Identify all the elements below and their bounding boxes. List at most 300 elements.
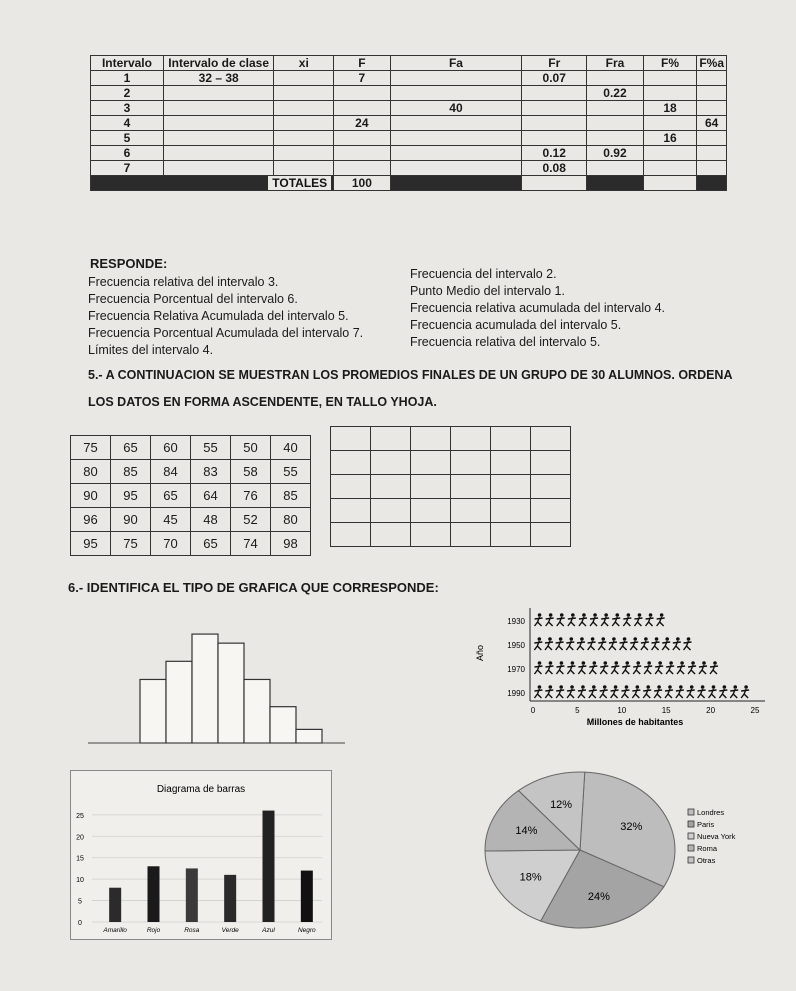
runner-icon [600, 689, 608, 698]
histogram-bar [218, 643, 244, 743]
runner-icon [580, 637, 584, 641]
runner-icon [557, 617, 565, 626]
table-cell [587, 101, 644, 116]
runner-icon [646, 617, 654, 626]
runner-icon [571, 661, 575, 665]
bar [109, 888, 121, 922]
runner-icon [588, 641, 596, 650]
runner-icon [657, 685, 661, 689]
table-cell [274, 71, 334, 86]
grid-cell[interactable] [531, 427, 571, 451]
table-row [91, 131, 727, 146]
runner-icon [621, 689, 629, 698]
table-cell [390, 161, 522, 176]
table-cell [390, 131, 522, 146]
table-cell: 98 [271, 532, 311, 556]
table-cell: 80 [271, 508, 311, 532]
runner-icon [646, 685, 650, 689]
table-cell: 85 [271, 484, 311, 508]
table-cell: 48 [191, 508, 231, 532]
runner-icon [568, 617, 576, 626]
legend-label: Londres [697, 808, 725, 817]
header-cell: F [334, 56, 390, 71]
table-cell [163, 146, 274, 161]
grid-cell[interactable] [531, 475, 571, 499]
table-cell [390, 146, 522, 161]
runner-icon [699, 665, 707, 674]
runner-icon [591, 637, 595, 641]
table-cell: 64 [191, 484, 231, 508]
runner-icon [534, 689, 542, 698]
bar [186, 868, 198, 922]
table-cell: 40 [390, 101, 522, 116]
bar [224, 875, 236, 922]
pictogram-chart [475, 603, 775, 728]
chart-title: Diagrama de barras [156, 784, 246, 795]
table-row [91, 86, 727, 101]
header-cell: Fra [587, 56, 644, 71]
frequency-table [90, 55, 727, 191]
y-tick-label: 5 [78, 898, 82, 906]
table-cell [163, 101, 274, 116]
runner-icon [630, 641, 638, 650]
grid-cell[interactable] [451, 427, 491, 451]
grid-cell[interactable] [491, 499, 531, 523]
runner-icon [545, 641, 553, 650]
runner-icon [623, 617, 631, 626]
runner-icon [611, 665, 619, 674]
table-cell [697, 101, 727, 116]
table-cell: 0.22 [587, 86, 644, 101]
runner-icon [566, 641, 574, 650]
table-cell: 0.07 [522, 71, 587, 86]
totals-label [91, 176, 334, 191]
grid-cell[interactable] [331, 427, 371, 451]
runner-icon [647, 661, 651, 665]
pie-legend [688, 808, 736, 865]
x-axis-label: Millones de habitantes [586, 717, 684, 727]
runner-icon [649, 613, 653, 617]
table-cell [274, 161, 334, 176]
dark-cell [697, 176, 727, 191]
grid-cell[interactable] [451, 523, 491, 547]
table-cell [334, 101, 390, 116]
grid-cell[interactable] [451, 475, 491, 499]
table-cell: 2 [91, 86, 164, 101]
table-cell: 55 [191, 436, 231, 460]
runner-icon [556, 689, 564, 698]
runner-icon [545, 665, 553, 674]
table-row [91, 146, 727, 161]
bar [263, 811, 275, 922]
slice-label: 12% [550, 799, 573, 812]
runner-icon [601, 617, 609, 626]
table-cell: 32 – 38 [163, 71, 274, 86]
q5-line2: LOS DATOS EN FORMA ASCENDENTE, EN TALLO YHOJA. [88, 395, 437, 409]
grid-cell[interactable] [451, 451, 491, 475]
runner-icon [680, 661, 684, 665]
grid-cell[interactable] [411, 523, 451, 547]
runner-icon [655, 665, 663, 674]
table-cell: 84 [151, 460, 191, 484]
table-cell: 50 [231, 436, 271, 460]
table-row [91, 71, 727, 86]
legend-swatch [688, 809, 694, 815]
runner-icon [560, 661, 564, 665]
category-label: 1970 [507, 665, 525, 674]
table-cell: 65 [151, 484, 191, 508]
runner-icon [593, 613, 597, 617]
table-cell [587, 71, 644, 86]
runner-icon [666, 665, 674, 674]
runner-icon [579, 617, 587, 626]
x-tick-label: Negro [297, 927, 316, 934]
runner-icon [702, 661, 706, 665]
slice-label: 24% [587, 890, 610, 903]
table-row [71, 436, 311, 460]
histogram-bar [192, 634, 218, 743]
runner-icon [676, 689, 684, 698]
histogram-bars [140, 634, 322, 743]
table-cell: 45 [151, 508, 191, 532]
runner-icon [538, 637, 542, 641]
runner-icon [669, 661, 673, 665]
header-cell: xi [274, 56, 334, 71]
runner-icon [687, 689, 695, 698]
runner-icon [582, 661, 586, 665]
runner-icon [600, 665, 608, 674]
table-cell: 75 [111, 532, 151, 556]
runner-icon [690, 685, 694, 689]
runner-icon [548, 637, 552, 641]
x-tick-label: Verde [221, 927, 239, 934]
grid-cell[interactable] [331, 451, 371, 475]
runner-icon [658, 661, 662, 665]
runner-icon [612, 617, 620, 626]
table-cell [274, 86, 334, 101]
header-cell: Fr [522, 56, 587, 71]
x-tick-label: 0 [530, 706, 536, 715]
runner-icon [636, 661, 640, 665]
runner-icon [578, 665, 586, 674]
dark-cell [587, 176, 644, 191]
runner-icon [638, 613, 642, 617]
runner-icon [633, 665, 641, 674]
table-cell [643, 71, 697, 86]
table-cell [163, 131, 274, 146]
table-cell: 7 [91, 161, 164, 176]
pictogram-row [535, 613, 665, 626]
y-axis-label: Año [475, 644, 485, 661]
runner-icon [662, 641, 670, 650]
responde-title: RESPONDE: [90, 256, 168, 271]
runner-icon [723, 685, 727, 689]
pictogram-row [534, 685, 749, 698]
runner-icon [549, 685, 553, 689]
question-item: Frecuencia del intervalo 2. [410, 267, 557, 281]
runner-icon [654, 689, 662, 698]
table-cell: 95 [111, 484, 151, 508]
table-cell [697, 161, 727, 176]
grid-cell[interactable] [411, 427, 451, 451]
table-cell [163, 86, 274, 101]
grid-cell[interactable] [411, 499, 451, 523]
runner-icon [582, 613, 586, 617]
table-cell [522, 131, 587, 146]
grid-cell[interactable] [371, 523, 411, 547]
runner-icon [688, 665, 696, 674]
runner-icon [636, 685, 640, 689]
table-cell: 18 [643, 101, 697, 116]
table-cell [274, 146, 334, 161]
category-label: 1950 [507, 641, 525, 650]
runner-icon [623, 637, 627, 641]
histogram-bar [140, 679, 166, 743]
table-cell: 95 [71, 532, 111, 556]
x-tick-label: 25 [750, 706, 760, 715]
runner-icon [611, 689, 619, 698]
table-cell: 4 [91, 116, 164, 131]
grid-cell[interactable] [451, 499, 491, 523]
grid-cell[interactable] [491, 451, 531, 475]
runner-icon [719, 689, 727, 698]
question-item: Frecuencia Relativa Acumulada del intervalo 5. [88, 309, 349, 323]
pictogram-row [534, 661, 718, 674]
y-tick-label: 25 [76, 812, 84, 820]
y-tick-label: 10 [76, 877, 84, 885]
table-cell [522, 176, 587, 191]
table-cell: 80 [71, 460, 111, 484]
table-cell: 75 [71, 436, 111, 460]
runner-icon [665, 637, 669, 641]
runner-icon [592, 685, 596, 689]
table-cell: 55 [271, 460, 311, 484]
runner-icon [665, 689, 673, 698]
runner-icon [589, 689, 597, 698]
table-cell [697, 131, 727, 146]
table-cell [390, 71, 522, 86]
grid-cell[interactable] [531, 523, 571, 547]
grid-cell[interactable] [531, 451, 571, 475]
x-tick-label: Rojo [146, 927, 161, 934]
table-cell [697, 71, 727, 86]
runner-icon [652, 641, 660, 650]
responde-right-list [410, 266, 665, 351]
table-cell [643, 146, 697, 161]
runner-icon [567, 665, 575, 674]
slice-label: 32% [620, 821, 643, 834]
runner-icon [679, 685, 683, 689]
runner-icon [660, 613, 664, 617]
grid-cell[interactable] [331, 475, 371, 499]
table-cell [163, 116, 274, 131]
runner-icon [578, 689, 586, 698]
table-row [91, 161, 727, 176]
runner-icon [657, 617, 665, 626]
runner-icon [730, 689, 738, 698]
runner-icon [708, 689, 716, 698]
grid-cell[interactable] [491, 475, 531, 499]
runner-icon [590, 617, 598, 626]
runner-icon [549, 613, 553, 617]
table-header-row [91, 56, 727, 71]
runner-icon [673, 641, 681, 650]
grid-cell[interactable] [371, 499, 411, 523]
table-cell: 74 [231, 532, 271, 556]
runner-icon [691, 661, 695, 665]
table-cell: 76 [231, 484, 271, 508]
totals-value: 100 [334, 176, 390, 191]
runner-icon [643, 689, 651, 698]
slice-label: 14% [515, 824, 538, 837]
legend-label: Paris [697, 820, 715, 829]
table-cell [643, 161, 697, 176]
question-item: Frecuencia acumulada del intervalo 5. [410, 318, 622, 332]
table-row [71, 460, 311, 484]
runner-icon [546, 617, 554, 626]
y-tick-label: 20 [76, 834, 84, 842]
runner-icon [701, 685, 705, 689]
header-cell: Intervalo de clase [163, 56, 274, 71]
totals-label-text: TOTALES [268, 176, 331, 190]
table-cell [163, 161, 274, 176]
runner-icon [601, 637, 605, 641]
histogram-bar [270, 707, 296, 743]
runner-icon [569, 637, 573, 641]
table-cell: 0.08 [522, 161, 587, 176]
runner-icon [567, 689, 575, 698]
slice-label: 18% [519, 871, 542, 884]
x-tick-label: 15 [661, 706, 671, 715]
runner-icon [614, 661, 618, 665]
table-cell: 65 [111, 436, 151, 460]
table-cell: 7 [334, 71, 390, 86]
table-cell [390, 116, 522, 131]
category-label: 1990 [507, 689, 525, 698]
runner-icon [632, 689, 640, 698]
table-cell [697, 146, 727, 161]
grades-table [70, 435, 311, 556]
table-cell [643, 176, 697, 191]
runner-icon [571, 613, 575, 617]
grid-cell[interactable] [331, 523, 371, 547]
question-item: Límites del intervalo 4. [88, 343, 214, 357]
table-cell [643, 86, 697, 101]
runner-icon [744, 685, 748, 689]
runner-icon [612, 637, 616, 641]
table-cell: 90 [111, 508, 151, 532]
runner-icon [698, 689, 706, 698]
table-cell: 3 [91, 101, 164, 116]
runner-icon [668, 685, 672, 689]
question-item: Frecuencia Porcentual Acumulada del intervalo 7. [88, 326, 364, 340]
table-cell: 6 [91, 146, 164, 161]
table-cell: 90 [71, 484, 111, 508]
y-tick-label: 0 [78, 920, 82, 927]
grid-cell[interactable] [491, 523, 531, 547]
table-row [91, 116, 727, 131]
table-row [71, 508, 311, 532]
runner-icon [549, 661, 553, 665]
grid-cell[interactable] [371, 451, 411, 475]
runner-icon [733, 685, 737, 689]
table-cell: 60 [151, 436, 191, 460]
grid-cell[interactable] [411, 475, 451, 499]
runner-icon [603, 685, 607, 689]
runner-icon [676, 637, 680, 641]
runner-icon [655, 637, 659, 641]
runner-icon [534, 665, 542, 674]
grid-cell[interactable] [491, 427, 531, 451]
runner-icon [598, 641, 606, 650]
pictogram-row [534, 637, 691, 650]
pictogram-x-ticks [531, 706, 760, 715]
table-cell: 16 [643, 131, 697, 146]
header-cell: Intervalo [91, 56, 164, 71]
runner-icon [633, 637, 637, 641]
runner-icon [710, 665, 718, 674]
table-cell [522, 101, 587, 116]
table-cell [334, 86, 390, 101]
runner-icon [604, 613, 608, 617]
table-cell [334, 131, 390, 146]
table-cell [390, 86, 522, 101]
table-cell [697, 86, 727, 101]
q6-title: 6.- IDENTIFICA EL TIPO DE GRAFICA QUE CORRESPONDE: [68, 580, 439, 595]
table-cell: 40 [271, 436, 311, 460]
table-cell [587, 116, 644, 131]
table-cell: 52 [231, 508, 271, 532]
table-cell [334, 161, 390, 176]
runner-icon [556, 641, 564, 650]
table-cell [274, 101, 334, 116]
q5-line1: 5.- A CONTINUACION SE MUESTRAN LOS PROMEDIOS FINALES DE UN GRUPO DE 30 ALUMNOS. ORDENA [88, 368, 733, 382]
header-cell: Fa [390, 56, 522, 71]
grid-cell[interactable] [331, 499, 371, 523]
pie-slices [485, 772, 675, 928]
table-cell [274, 116, 334, 131]
bar-chart [70, 770, 332, 940]
grid-cell[interactable] [371, 427, 411, 451]
runner-icon [625, 685, 629, 689]
table-cell [334, 146, 390, 161]
grid-cell[interactable] [371, 475, 411, 499]
runner-icon [627, 613, 631, 617]
grid-cell[interactable] [411, 451, 451, 475]
x-tick-label: 20 [706, 706, 716, 715]
header-cell: F% [643, 56, 697, 71]
dark-cell [390, 176, 522, 191]
table-cell: 1 [91, 71, 164, 86]
grid-cell[interactable] [531, 499, 571, 523]
table-cell [522, 116, 587, 131]
runner-icon [559, 637, 563, 641]
table-row [71, 484, 311, 508]
runner-icon [622, 665, 630, 674]
question-item: Frecuencia Porcentual del intervalo 6. [88, 292, 298, 306]
table-cell [587, 161, 644, 176]
responde-left-list [88, 274, 363, 359]
table-cell: 70 [151, 532, 191, 556]
legend-swatch [688, 845, 694, 851]
runner-icon [614, 685, 618, 689]
question-item: Punto Medio del intervalo 1. [410, 284, 565, 298]
runner-icon [593, 661, 597, 665]
table-cell: 65 [191, 532, 231, 556]
table-cell: 83 [191, 460, 231, 484]
legend-label: Roma [697, 844, 718, 853]
table-cell [587, 131, 644, 146]
